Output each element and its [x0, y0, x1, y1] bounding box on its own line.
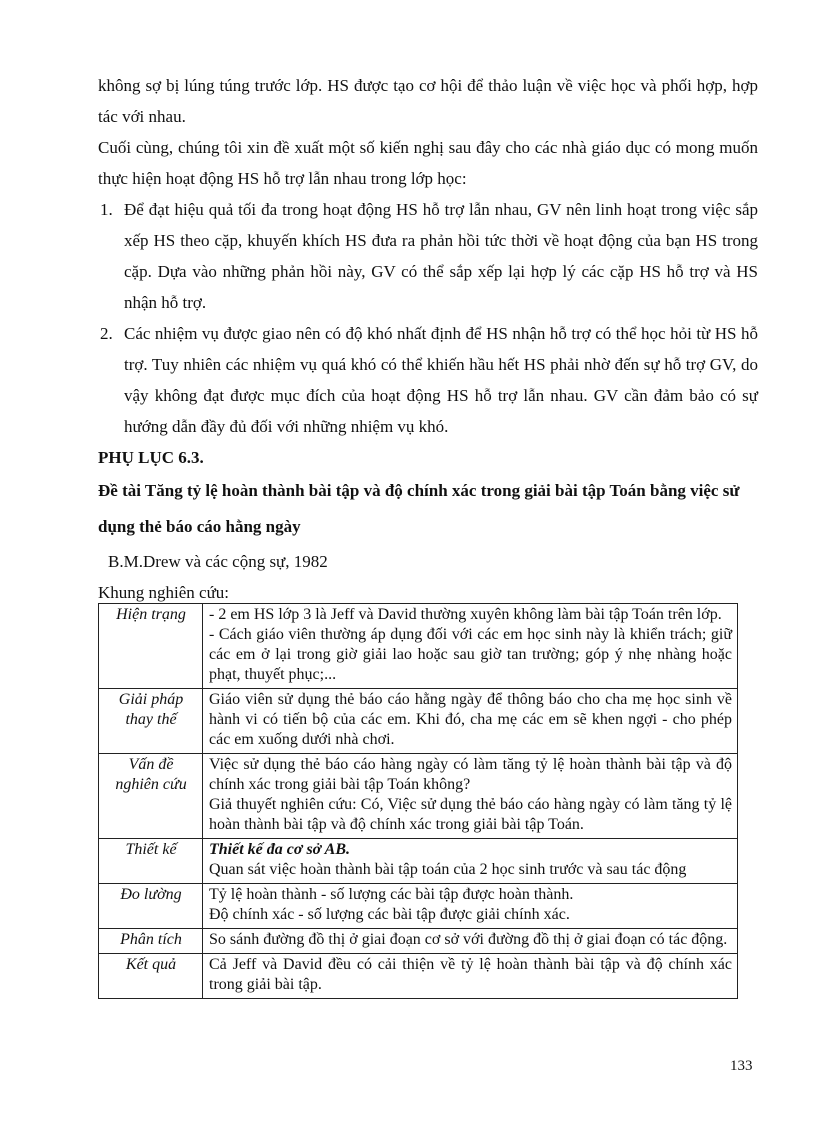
framework-label: Khung nghiên cứu: — [98, 583, 230, 602]
row-label: Vấn đề nghiên cứu — [99, 754, 203, 839]
row-label: Thiết kế — [99, 839, 203, 884]
research-framework-table — [98, 603, 738, 999]
paragraph-recommendations-intro: Cuối cùng, chúng tôi xin đề xuất một số kiến nghị sau đây cho các nhà giáo dục có mong muốn thực hiện hoạt động HS hỗ trợ lẫn nhau trong lớp học: — [98, 138, 758, 188]
row-content — [203, 754, 738, 839]
paragraph-continuation: không sợ bị lúng túng trước lớp. HS được tạo cơ hội để thảo luận về việc học và phối hợp, hợp tác với nhau. — [98, 76, 758, 126]
table-row — [99, 839, 738, 884]
recommendations-list — [98, 194, 758, 442]
table-row — [99, 954, 738, 999]
content-line: Tỷ lệ hoàn thành - số lượng các bài tập được hoàn thành. — [209, 886, 574, 903]
row-label: Phân tích — [99, 929, 203, 954]
citation: B.M.Drew và các cộng sự, 1982 — [108, 552, 328, 571]
list-number: 1. — [100, 200, 113, 219]
recommendation-text: Các nhiệm vụ được giao nên có độ khó nhất định để HS nhận hỗ trợ có thể học hỏi từ HS hỗ trợ. Tuy nhiên các nhiệm vụ quá khó có thể khiến hầu hết HS phải nhờ đến sự hỗ trợ GV, do vậy không đạt được mục đích của hoạt động HS hỗ trợ lẫn nhau. GV cần đảm bảo có sự hướng dẫn đầy đủ đối với những nhiệm vụ khó. — [124, 324, 758, 436]
row-label: Giải pháp thay thế — [99, 689, 203, 754]
content-line: Quan sát việc hoàn thành bài tập toán của 2 học sinh trước và sau tác động — [209, 861, 687, 878]
table-row — [99, 604, 738, 689]
content-line: Việc sử dụng thẻ báo cáo hàng ngày có làm tăng tỷ lệ hoàn thành bài tập và độ chính xác trong giải bài tập Toán không? — [209, 756, 732, 793]
table-row — [99, 929, 738, 954]
table-row — [99, 689, 738, 754]
recommendation-item — [98, 194, 758, 318]
content-line: - 2 em HS lớp 3 là Jeff và David thường xuyên không làm bài tập Toán trên lớp. — [209, 606, 722, 623]
appendix-topic-title: Đề tài Tăng tỷ lệ hoàn thành bài tập và độ chính xác trong giải bài tập Toán bằng việc sử dụng thẻ báo cáo hằng ngày — [98, 481, 740, 536]
recommendation-text: Để đạt hiệu quả tối đa trong hoạt động HS hỗ trợ lẫn nhau, GV nên linh hoạt trong việc sắp xếp HS theo cặp, khuyến khích HS đưa ra phản hồi tức thời về hoạt động của bạn HS trong cặp. Dựa vào những phản hồi này, GV có thể sắp xếp lại hợp lý các cặp HS hỗ trợ và HS nhận hỗ trợ. — [124, 200, 758, 312]
table-row — [99, 884, 738, 929]
content-line: Thiết kế đa cơ sở AB. — [209, 841, 351, 858]
content-line: - Cách giáo viên thường áp dụng đối với các em học sinh này là khiển trách; giữ các em ở lại trong giờ giải lao hoặc sau giờ tan trường; góp ý nhẹ nhàng hoặc phạt, thuyết phục;... — [209, 626, 732, 683]
recommendation-item — [98, 318, 758, 442]
row-label: Hiện trạng — [99, 604, 203, 689]
document-page — [98, 70, 758, 999]
row-label: Kết quả — [99, 954, 203, 999]
row-content — [203, 839, 738, 884]
row-label: Đo lường — [99, 884, 203, 929]
appendix-heading: PHỤ LỤC 6.3. — [98, 448, 204, 467]
content-line: Độ chính xác - số lượng các bài tập được giải chính xác. — [209, 906, 570, 923]
row-content: Giáo viên sử dụng thẻ báo cáo hằng ngày để thông báo cho cha mẹ học sinh về hành vi có tiến bộ của các em. Khi đó, cha mẹ các em sẽ khen ngợi - cho phép các em xuống dưới nhà chơi. — [203, 689, 738, 754]
row-content — [203, 884, 738, 929]
page-number: 133 — [730, 1058, 753, 1074]
row-content: Cả Jeff và David đều có cải thiện về tỷ lệ hoàn thành bài tập và độ chính xác trong giải bài tập. — [203, 954, 738, 999]
row-content — [203, 604, 738, 689]
content-line: Giả thuyết nghiên cứu: Có, Việc sử dụng thẻ báo cáo hàng ngày có làm tăng tỷ lệ hoàn thành bài tập và độ chính xác trong giải bài tập Toán. — [209, 796, 732, 833]
table-row — [99, 754, 738, 839]
row-content: So sánh đường đồ thị ở giai đoạn cơ sở với đường đồ thị ở giai đoạn có tác động. — [203, 929, 738, 954]
list-number: 2. — [100, 324, 113, 343]
